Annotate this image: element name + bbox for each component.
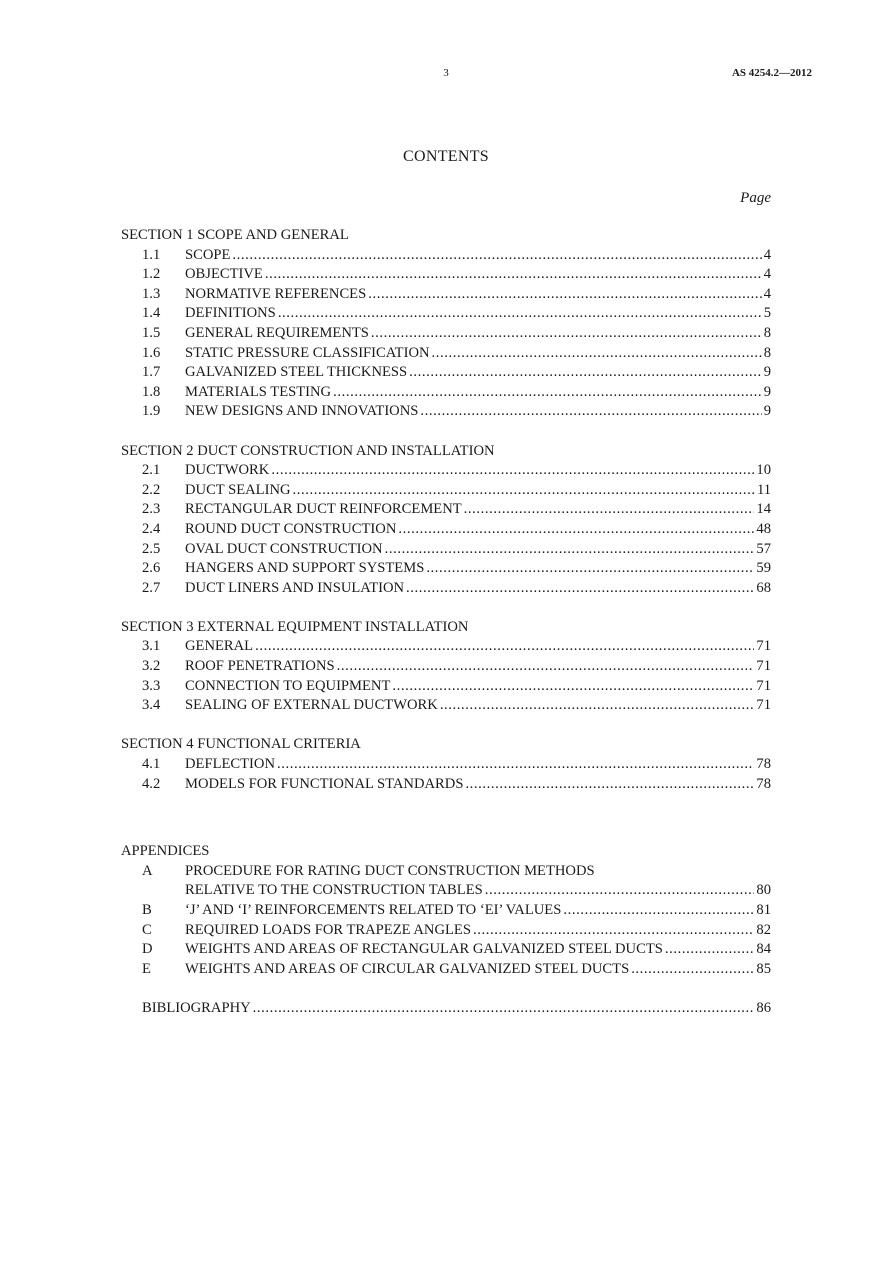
- entry-page: 71: [756, 697, 771, 714]
- dot-leader: [440, 696, 755, 716]
- entry-number: 1.5: [142, 324, 161, 341]
- toc-entry[interactable]: [121, 285, 771, 305]
- dot-leader: [464, 500, 755, 520]
- entry-title: GALVANIZED STEEL THICKNESS: [185, 364, 408, 381]
- entry-number: 1.7: [142, 364, 161, 381]
- dot-leader: [406, 579, 754, 599]
- toc-entry[interactable]: [121, 461, 771, 481]
- entry-title: DUCT LINERS AND INSULATION: [185, 579, 405, 596]
- entry-number: 3.3: [142, 677, 161, 694]
- entry-page: 4: [763, 246, 771, 263]
- entry-page: 4: [763, 285, 771, 302]
- toc-entry[interactable]: [121, 901, 771, 921]
- entry-page: 14: [756, 501, 771, 518]
- entry-number: 2.6: [142, 560, 161, 577]
- dot-leader: [432, 344, 762, 364]
- entry-title: DUCT SEALING: [185, 481, 291, 498]
- toc-entry[interactable]: [121, 402, 771, 422]
- entry-number: 2.5: [142, 540, 161, 557]
- entry-page: 9: [763, 364, 771, 381]
- entry-number: 2.7: [142, 579, 161, 596]
- dot-leader: [409, 363, 762, 383]
- entry-number: 1.4: [142, 305, 161, 322]
- entry-title: DEFINITIONS: [185, 305, 276, 322]
- dot-leader: [392, 677, 754, 697]
- entry-page: 84: [756, 941, 771, 958]
- toc-entry[interactable]: [121, 637, 771, 657]
- entry-title: GENERAL REQUIREMENTS: [185, 324, 369, 341]
- entry-title: DEFLECTION: [185, 756, 275, 773]
- toc-entry[interactable]: [121, 500, 771, 520]
- entry-page: 82: [756, 921, 771, 938]
- entry-title: GENERAL: [185, 638, 254, 655]
- entry-number: 1.2: [142, 266, 161, 283]
- entry-number: 2.3: [142, 501, 161, 518]
- dot-leader: [473, 921, 754, 941]
- entry-page: 9: [763, 383, 771, 400]
- entry-page: 86: [756, 999, 771, 1016]
- section-heading: SECTION 2 DUCT CONSTRUCTION AND INSTALLATION: [121, 442, 495, 459]
- dot-leader: [426, 559, 754, 579]
- entry-title: RECTANGULAR DUCT REINFORCEMENT: [185, 501, 462, 518]
- toc-entry[interactable]: [121, 960, 771, 980]
- entry-title: MODELS FOR FUNCTIONAL STANDARDS: [185, 775, 464, 792]
- toc-entry[interactable]: [121, 696, 771, 716]
- entry-page: 11: [756, 481, 771, 498]
- entry-page: 4: [763, 266, 771, 283]
- appendices-heading: APPENDICES: [121, 843, 210, 860]
- entry-number: 1.8: [142, 383, 161, 400]
- entry-letter: A: [142, 862, 153, 879]
- toc-entry-first-line[interactable]: [121, 862, 771, 882]
- entry-number: 3.2: [142, 658, 161, 675]
- entry-title: NORMATIVE REFERENCES: [185, 285, 367, 302]
- toc-entry[interactable]: [121, 755, 771, 775]
- entry-page: 71: [756, 658, 771, 675]
- entry-title: OVAL DUCT CONSTRUCTION: [185, 540, 383, 557]
- dot-leader: [631, 960, 754, 980]
- entry-page: 59: [756, 560, 771, 577]
- dot-leader: [293, 481, 755, 501]
- entry-title: ‘J’ AND ‘I’ REINFORCEMENTS RELATED TO ‘EI’ VALUES: [185, 902, 562, 918]
- toc-entry[interactable]: [121, 246, 771, 266]
- toc-entry[interactable]: [121, 383, 771, 403]
- entry-title: WEIGHTS AND AREAS OF CIRCULAR GALVANIZED STEEL DUCTS: [185, 960, 630, 977]
- entry-title: OBJECTIVE: [185, 266, 263, 283]
- toc-entry[interactable]: [121, 324, 771, 344]
- toc-entry[interactable]: [121, 657, 771, 677]
- toc-entry[interactable]: [121, 579, 771, 599]
- dot-leader: [253, 999, 755, 1019]
- entry-title: NEW DESIGNS AND INNOVATIONS: [185, 403, 419, 420]
- toc-entry[interactable]: [121, 775, 771, 795]
- dot-leader: [371, 324, 762, 344]
- entry-title: ROUND DUCT CONSTRUCTION: [185, 520, 397, 537]
- dot-leader: [368, 285, 761, 305]
- entry-page: 78: [756, 756, 771, 773]
- entry-letter: B: [142, 902, 152, 918]
- entry-title: STATIC PRESSURE CLASSIFICATION: [185, 344, 430, 361]
- entry-page: 68: [756, 579, 771, 596]
- entry-number: 1.1: [142, 246, 161, 263]
- entry-title: HANGERS AND SUPPORT SYSTEMS: [185, 560, 425, 577]
- entry-title: BIBLIOGRAPHY: [142, 999, 251, 1016]
- entry-number: 4.1: [142, 756, 161, 773]
- page-column-label: Page: [740, 190, 771, 206]
- dot-leader: [465, 775, 754, 795]
- dot-leader: [277, 755, 754, 775]
- dot-leader: [420, 402, 761, 422]
- entry-page: 8: [763, 344, 771, 361]
- dot-leader: [398, 520, 754, 540]
- entry-title: CONNECTION TO EQUIPMENT: [185, 677, 391, 694]
- entry-page: 8: [763, 324, 771, 341]
- entry-title: ROOF PENETRATIONS: [185, 658, 335, 675]
- entry-title: SEALING OF EXTERNAL DUCTWORK: [185, 697, 438, 714]
- toc-entry[interactable]: [121, 677, 771, 697]
- toc-entry[interactable]: [121, 559, 771, 579]
- entry-title: REQUIRED LOADS FOR TRAPEZE ANGLES: [185, 921, 471, 938]
- toc-entry-bibliography[interactable]: [121, 999, 771, 1019]
- entry-page: 57: [756, 540, 771, 557]
- toc-entry[interactable]: [121, 540, 771, 560]
- entry-number: 2.1: [142, 462, 161, 479]
- entry-number: 3.1: [142, 638, 161, 655]
- entry-title: SCOPE: [185, 246, 231, 263]
- section-heading: SECTION 1 SCOPE AND GENERAL: [121, 227, 349, 243]
- entry-page: 81: [756, 902, 771, 918]
- entry-page: 80: [756, 882, 771, 899]
- toc-entry[interactable]: [121, 881, 771, 901]
- entry-page: 5: [763, 305, 771, 322]
- page-number: 3: [443, 67, 449, 79]
- toc-entry[interactable]: [121, 921, 771, 941]
- toc-entry[interactable]: [121, 940, 771, 960]
- standard-id: AS 4254.2—2012: [731, 67, 812, 79]
- entry-title: WEIGHTS AND AREAS OF RECTANGULAR GALVANIZED STEEL DUCTS: [185, 941, 663, 958]
- entry-page: 78: [756, 775, 771, 792]
- entry-title: MATERIALS TESTING: [185, 383, 332, 400]
- contents-title: CONTENTS: [403, 148, 489, 165]
- section-heading: SECTION 3 EXTERNAL EQUIPMENT INSTALLATION: [121, 618, 469, 635]
- entry-title-continuation: RELATIVE TO THE CONSTRUCTION TABLES: [185, 882, 483, 899]
- section-heading: SECTION 4 FUNCTIONAL CRITERIA: [121, 736, 361, 753]
- toc-entry[interactable]: [121, 304, 771, 324]
- dot-leader: [665, 940, 755, 960]
- table-of-contents: [121, 226, 771, 1019]
- entry-number: 1.3: [142, 285, 161, 302]
- dot-leader: [232, 246, 761, 266]
- dot-leader: [255, 637, 754, 657]
- dot-leader: [385, 540, 755, 560]
- dot-leader: [485, 881, 755, 901]
- dot-leader: [337, 657, 755, 677]
- entry-number: 2.4: [142, 520, 161, 537]
- dot-leader: [271, 461, 754, 481]
- entry-title: DUCTWORK: [185, 462, 270, 479]
- toc-entry[interactable]: [121, 265, 771, 285]
- entry-number: 4.2: [142, 775, 161, 792]
- entry-number: 1.9: [142, 403, 161, 420]
- toc-entry[interactable]: [121, 363, 771, 383]
- entry-page: 71: [756, 677, 771, 694]
- entry-title: PROCEDURE FOR RATING DUCT CONSTRUCTION METHODS: [185, 862, 595, 879]
- toc-entry[interactable]: [121, 481, 771, 501]
- dot-leader: [333, 383, 762, 403]
- entry-number: 3.4: [142, 697, 161, 714]
- toc-entry[interactable]: [121, 520, 771, 540]
- entry-number: 2.2: [142, 481, 161, 498]
- entry-letter: C: [142, 921, 152, 938]
- dot-leader: [278, 304, 762, 324]
- entry-letter: E: [142, 960, 151, 977]
- toc-entry[interactable]: [121, 344, 771, 364]
- entry-number: 1.6: [142, 344, 161, 361]
- dot-leader: [265, 265, 762, 285]
- entry-page: 71: [756, 638, 771, 655]
- entry-page: 48: [756, 520, 771, 537]
- entry-page: 85: [756, 960, 771, 977]
- entry-page: 9: [763, 403, 771, 420]
- entry-letter: D: [142, 941, 153, 958]
- dot-leader: [563, 901, 754, 921]
- entry-page: 10: [756, 462, 771, 479]
